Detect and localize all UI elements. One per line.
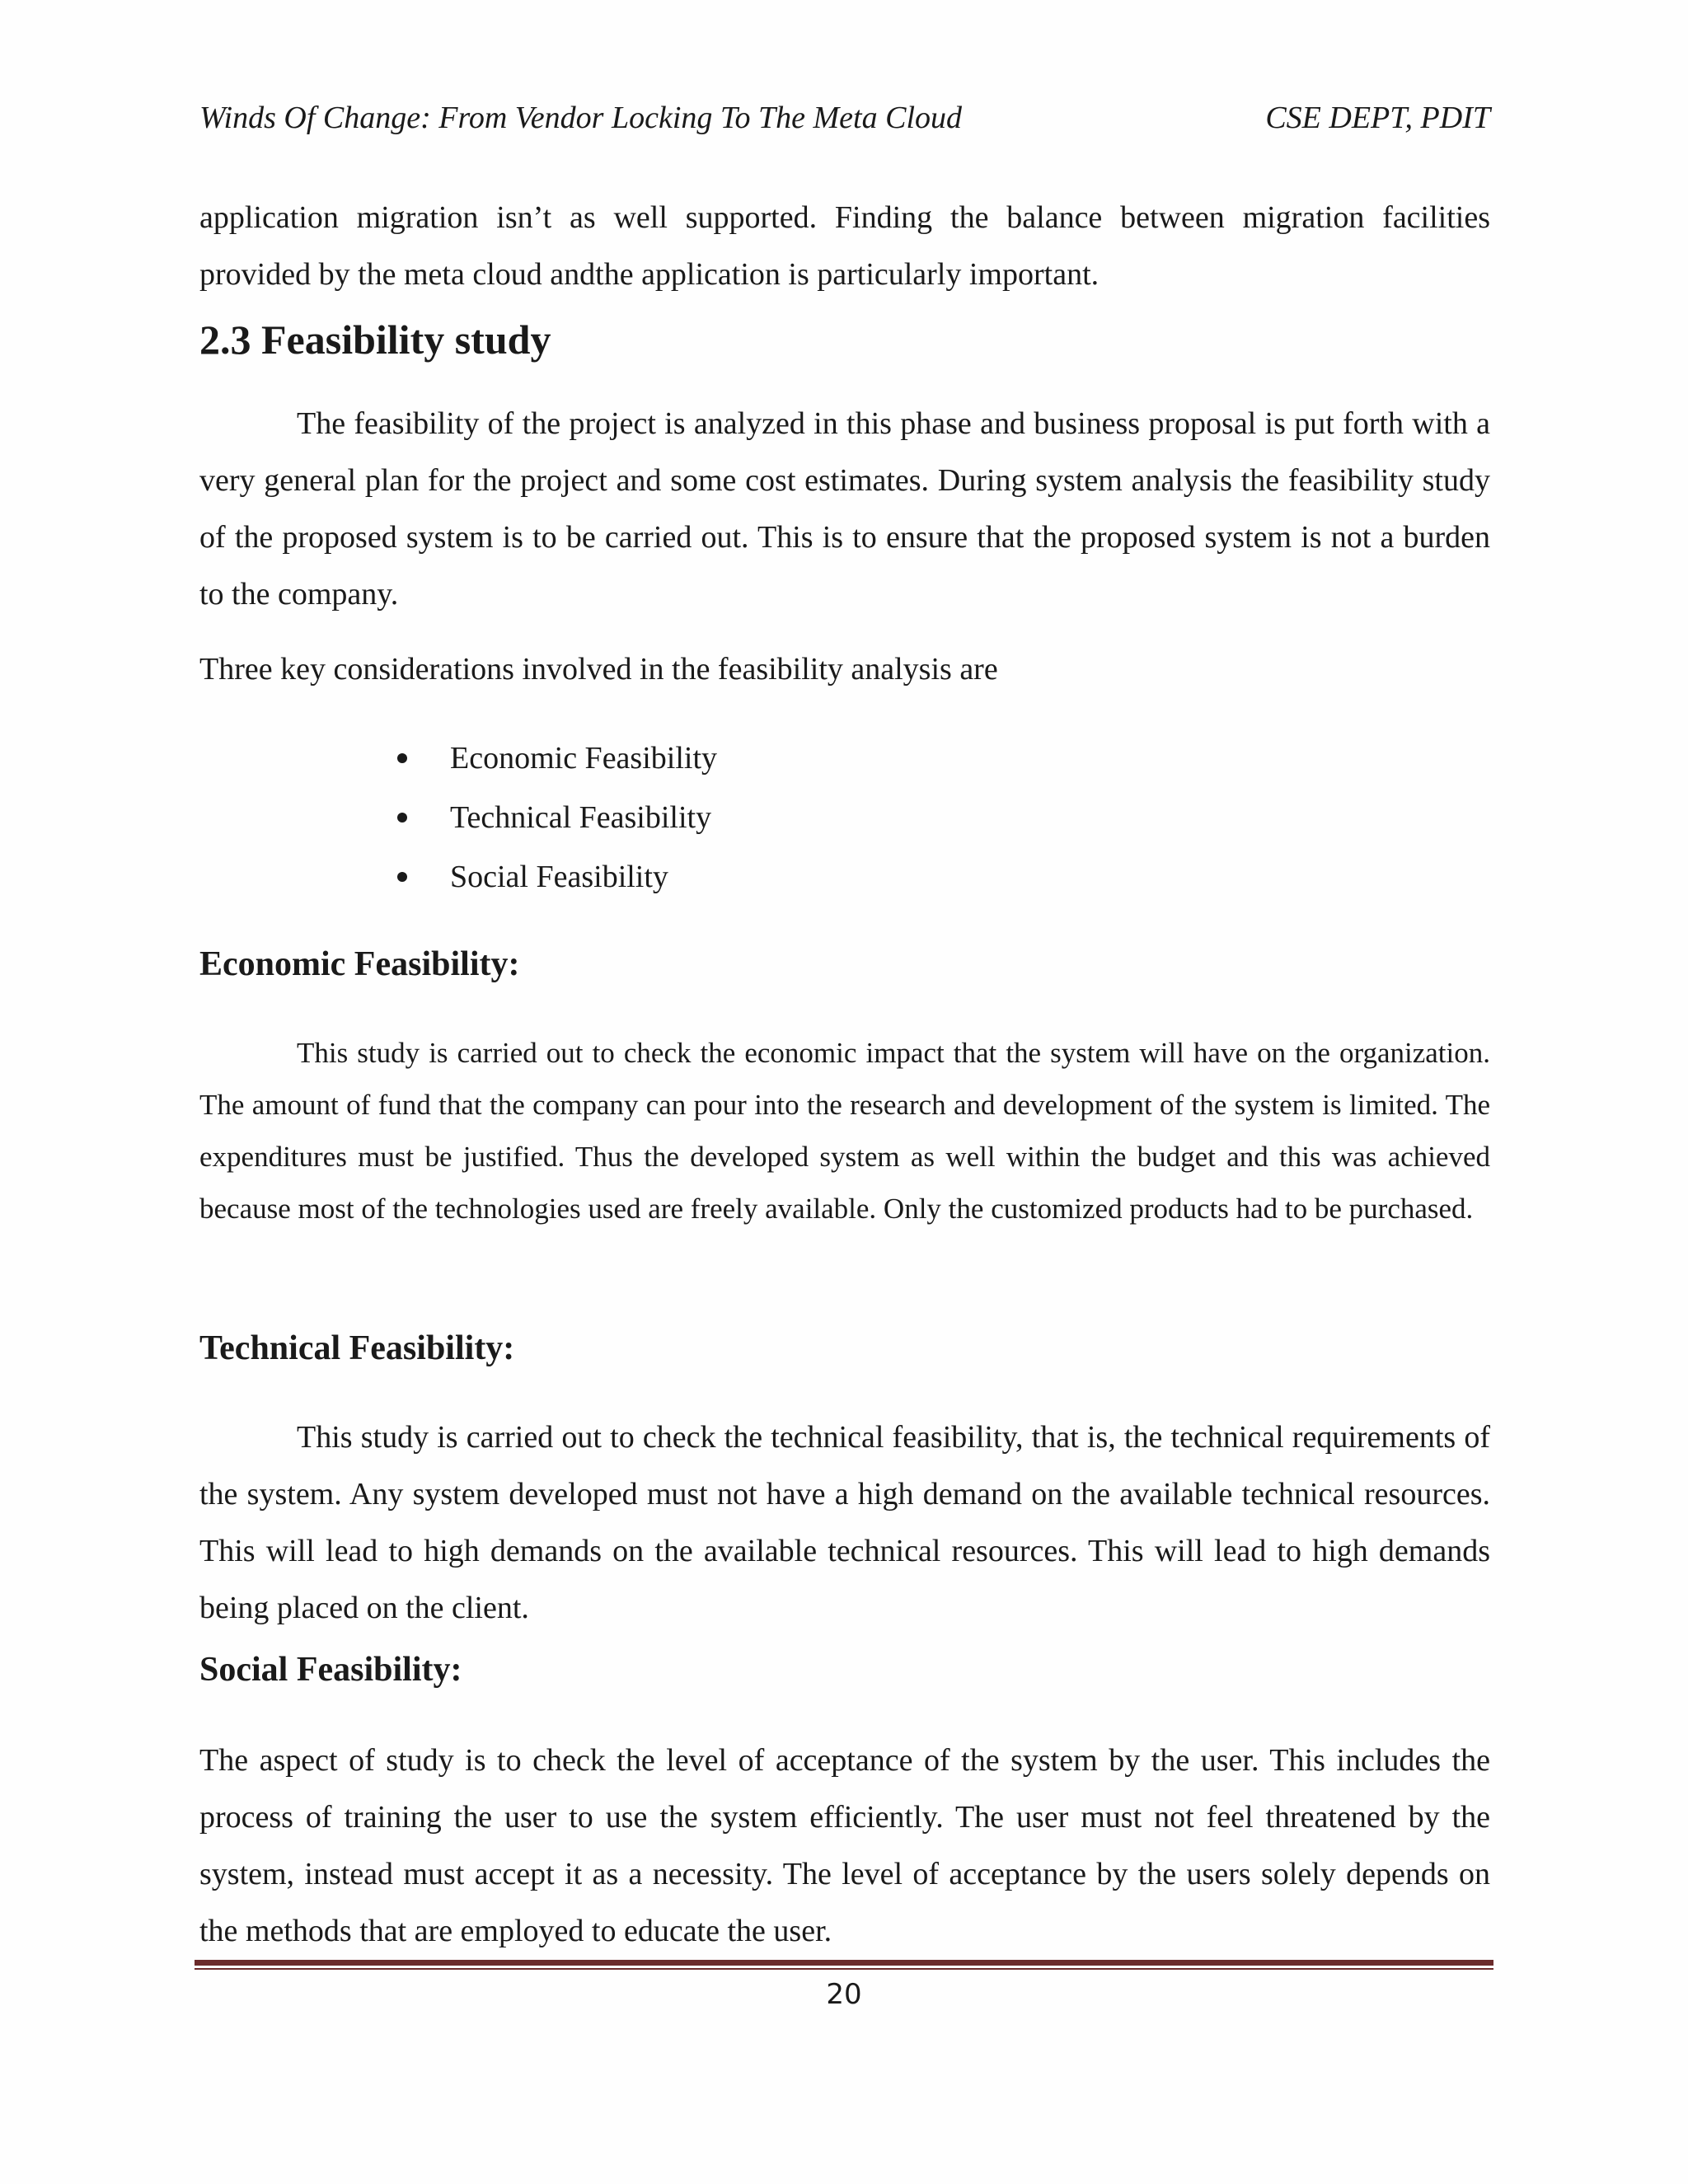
considerations-intro: Three key considerations involved in the feasibility analysis are (199, 652, 998, 687)
economic-heading: Economic Feasibility: (199, 945, 520, 983)
list-item-label: Technical Feasibility (450, 800, 712, 835)
technical-paragraph: This study is carried out to check the technical feasibility, that is, the technical requirements of the system. Any system developed must not have a high demand on the available technical resources. This will lead to high demands on the available technical resources. This will lead to high demands being placed on the client. (199, 1420, 1490, 1625)
intro-paragraph: application migration isn’t as well supported. Finding the balance between migration facilities provided by the meta cloud andthe application is particularly important. (199, 200, 1490, 292)
economic-paragraph: This study is carried out to check the economic impact that the system will have on the organization. The amount of fund that the company can pour into the research and development of the system is limited. The expenditures must be justified. Thus the developed system as well within the budget and this was achieved because most of the technologies used are freely available. Only the customized products had to be purchased. (199, 1037, 1490, 1225)
list-item-label: Social Feasibility (450, 860, 668, 894)
list-item-label: Economic Feasibility (450, 741, 718, 776)
technical-heading: Technical Feasibility: (199, 1329, 515, 1367)
footer-rule-thick (195, 1960, 1493, 1966)
page-header (199, 97, 1490, 138)
header-dept: CSE DEPT, PDIT (1265, 101, 1490, 135)
feasibility-paragraph-block (199, 396, 1490, 623)
bullet-icon (397, 753, 407, 763)
considerations-list (394, 729, 717, 907)
footer-rule (195, 1960, 1493, 1970)
technical-paragraph-block (199, 1409, 1490, 1637)
bullet-icon (397, 813, 407, 823)
social-paragraph: The aspect of study is to check the level of acceptance of the system by the user. This includes the process of training the user to use the system efficiently. The user must not feel threatened by the system, instead must accept it as a necessity. The level of acceptance by the users solely depends on the methods that are employed to educate the user. (199, 1743, 1490, 1948)
bullet-icon (397, 872, 407, 882)
intro-paragraph-block (199, 190, 1490, 303)
feasibility-paragraph: The feasibility of the project is analyzed in this phase and business proposal is put forth with a very general plan for the project and some cost estimates. During system analysis the feasibility study of the proposed system is to be carried out. This is to ensure that the proposed system is not a burden to the company. (199, 406, 1490, 612)
social-heading: Social Feasibility: (199, 1651, 462, 1689)
page-number: 20 (826, 1978, 862, 2011)
section-heading: 2.3 Feasibility study (199, 316, 551, 363)
footer-rule-thin (195, 1968, 1493, 1970)
list-item (394, 729, 717, 788)
list-item (394, 847, 717, 907)
list-item (394, 788, 717, 847)
social-paragraph-block (199, 1732, 1490, 1960)
considerations-intro-block (199, 641, 1490, 698)
economic-paragraph-block (199, 1027, 1490, 1235)
header-title: Winds Of Change: From Vendor Locking To The Meta Cloud (199, 101, 963, 135)
